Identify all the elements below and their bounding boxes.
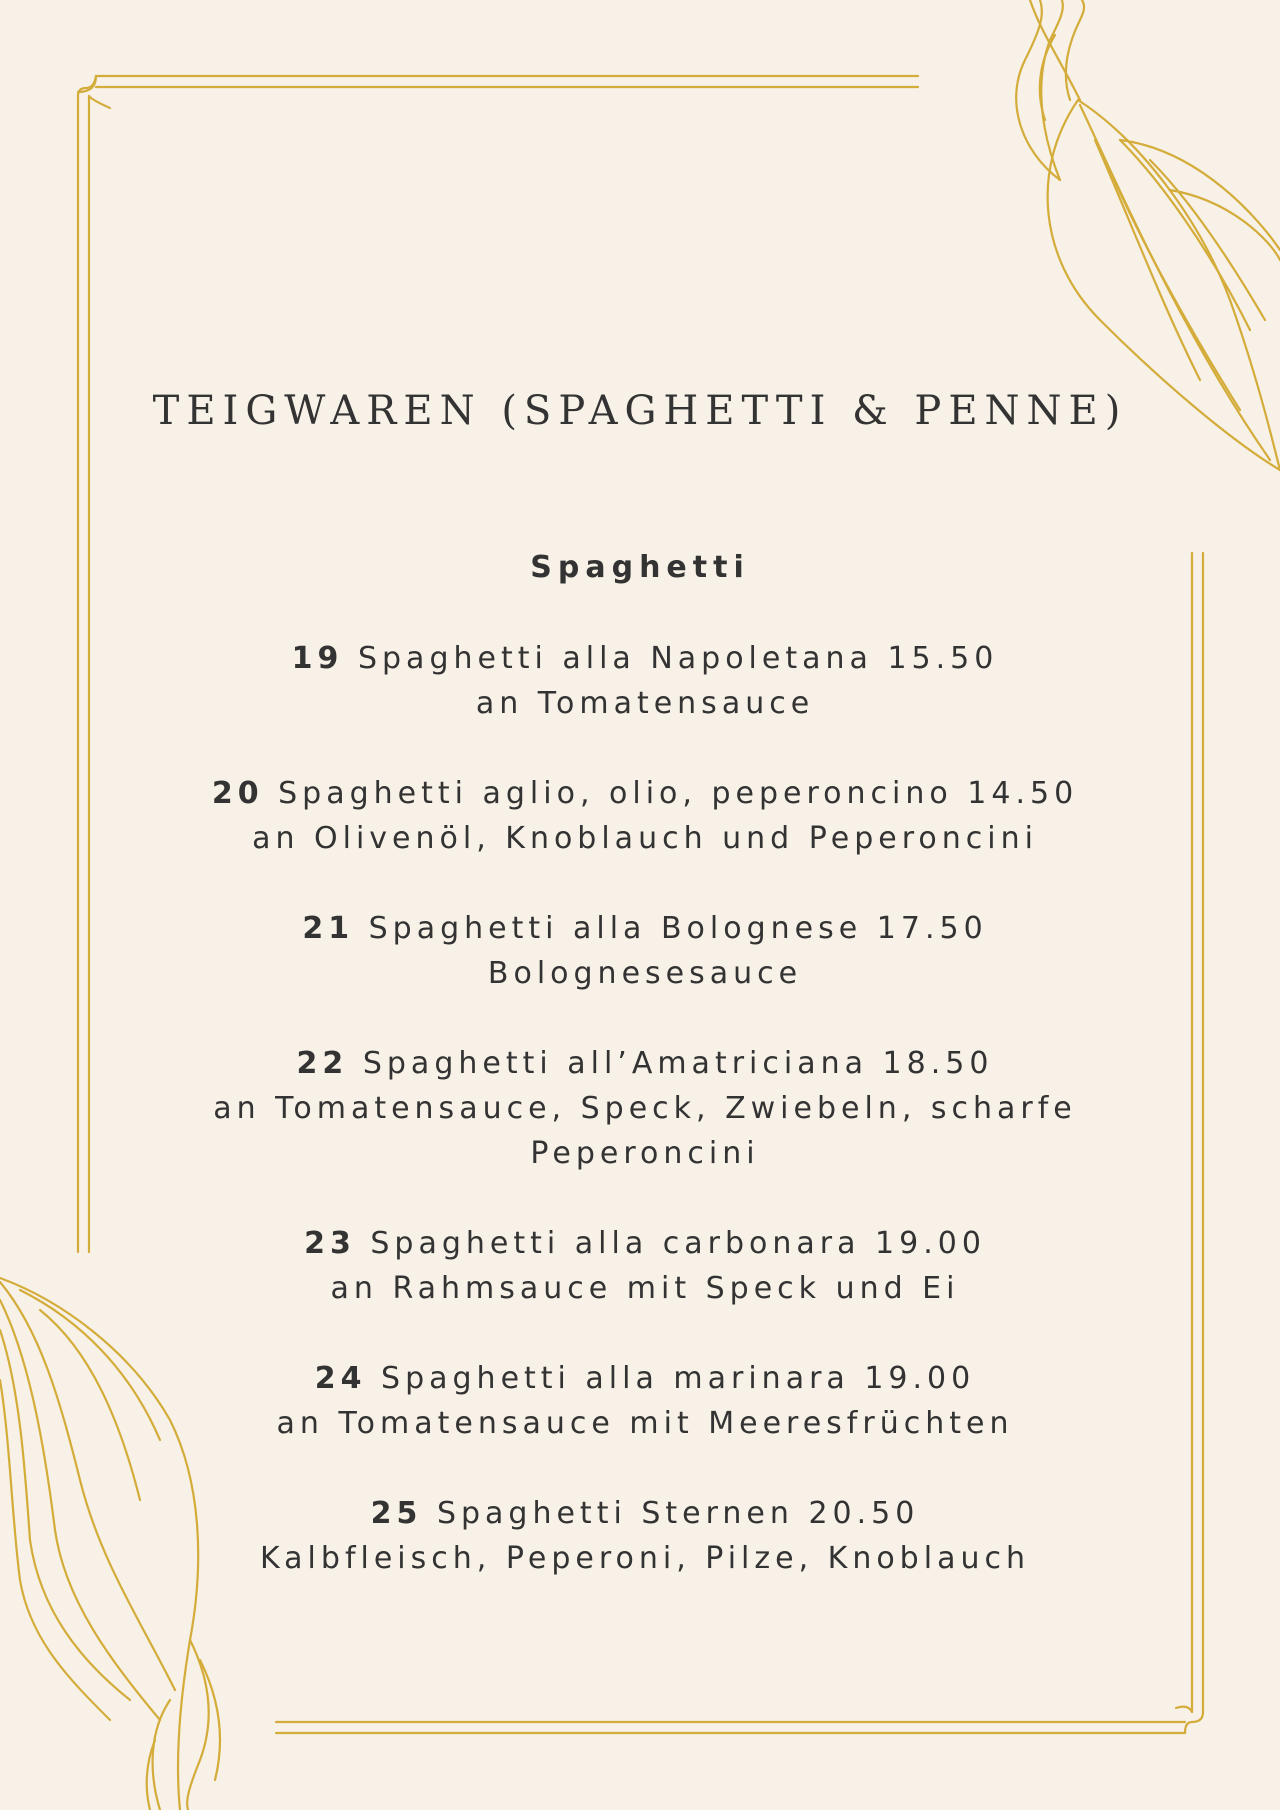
item-description: an Tomatensauce [475,686,815,721]
item-name: Spaghetti alla carbonara [370,1226,861,1261]
item-price: 18.50 [882,1046,994,1081]
item-price: 17.50 [876,911,988,946]
item-name: Spaghetti alla marinara [381,1361,850,1396]
menu-item-title [120,1356,1170,1401]
item-name: Spaghetti alla Bolognese [368,911,863,946]
item-name: Spaghetti alla Napoletana [357,641,873,676]
item-number: 24 [314,1361,367,1396]
item-number: 21 [302,911,355,946]
menu-item [120,1221,1170,1311]
item-number: 23 [304,1226,356,1261]
item-number: 22 [296,1046,349,1081]
menu-item [120,1041,1170,1176]
item-description: Kalbfleisch, Peperoni, Pilze, Knoblauch [260,1541,1030,1576]
item-price: 19.00 [875,1226,986,1261]
item-name: Spaghetti aglio, olio, peperoncino [278,776,953,811]
section-heading: Spaghetti [530,550,750,585]
menu-item-title [120,906,1170,951]
menu-list [120,636,1170,1626]
item-description: an Tomatensauce mit Meeresfrüchten [276,1406,1014,1441]
item-description: Bolognesesauce [487,956,803,991]
item-number: 20 [211,776,264,811]
menu-item-title [120,1491,1170,1536]
menu-item [120,636,1170,726]
item-number: 19 [291,641,344,676]
item-name: Spaghetti all’Amatriciana [362,1046,868,1081]
item-number: 25 [370,1496,423,1531]
item-name: Spaghetti Sternen [436,1496,794,1531]
item-description: an Tomatensauce, Speck, Zwiebeln, scharfe Peperoncini [213,1091,1077,1171]
page-title: TEIGWAREN (SPAGHETTI & PENNE) [152,388,1128,434]
item-description: an Rahmsauce mit Speck und Ei [330,1271,960,1306]
menu-item-title [120,1041,1170,1086]
item-price: 20.50 [808,1496,920,1531]
menu-item [120,906,1170,996]
menu-item [120,771,1170,861]
item-description: an Olivenöl, Knoblauch und Peperoncini [252,821,1038,856]
item-price: 19.00 [864,1361,976,1396]
menu-item-title [120,1221,1170,1266]
menu-item [120,1491,1170,1581]
item-price: 14.50 [967,776,1079,811]
menu-item-title [120,636,1170,681]
item-price: 15.50 [887,641,999,676]
menu-item [120,1356,1170,1446]
menu-item-title [120,771,1170,816]
